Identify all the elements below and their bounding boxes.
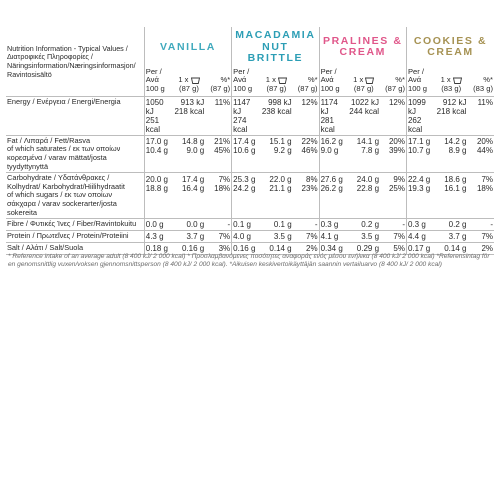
value-per-portion: 0.14 g bbox=[260, 243, 293, 255]
value-percent-ri: 11% bbox=[205, 96, 231, 135]
nutrient-row-fat bbox=[6, 135, 494, 172]
value-per-portion: 3.5 g bbox=[348, 231, 381, 243]
value-percent-ri: 22% 46% bbox=[293, 135, 319, 172]
nutrition-table bbox=[6, 27, 494, 255]
value-percent-ri: 7% bbox=[293, 231, 319, 243]
value-percent-ri: 12% bbox=[380, 96, 406, 135]
value-per-portion: 0.2 g bbox=[435, 219, 468, 231]
value-percent-ri: 20% 44% bbox=[467, 135, 494, 172]
value-per-portion: 0.1 g bbox=[260, 219, 293, 231]
value-percent-ri: 7% bbox=[205, 231, 231, 243]
nutrition-table-container bbox=[6, 27, 494, 255]
value-percent-ri: - bbox=[205, 219, 231, 231]
nutrient-row-fibre bbox=[6, 219, 494, 231]
value-per-portion: 0.14 g bbox=[435, 243, 468, 255]
percent-header: %* (87 g) bbox=[210, 75, 231, 94]
value-per-portion: 22.0 g 21.1 g bbox=[260, 173, 293, 219]
value-per-portion: 998 kJ 238 kcal bbox=[260, 96, 293, 135]
value-per-100g: 0.3 g bbox=[406, 219, 434, 231]
value-percent-ri: - bbox=[293, 219, 319, 231]
nutrient-label: Salt / Αλάτι / Salt/Suola bbox=[6, 243, 144, 255]
brand-cookies-cream: COOKIES & CREAM bbox=[406, 27, 494, 67]
portion-header: 1 x (87 g) bbox=[353, 75, 374, 94]
value-percent-ri: 7% bbox=[380, 231, 406, 243]
value-percent-ri: 12% bbox=[293, 96, 319, 135]
value-percent-ri: - bbox=[467, 219, 494, 231]
value-per-portion: 912 kJ 218 kcal bbox=[435, 96, 468, 135]
value-per-100g: 1050 kJ 251 kcal bbox=[144, 96, 172, 135]
value-per-100g: 17.0 g 10.4 g bbox=[144, 135, 172, 172]
value-percent-ri: 11% bbox=[467, 96, 494, 135]
percent-header: %* (83 g) bbox=[473, 75, 493, 94]
value-per-portion: 3.7 g bbox=[435, 231, 468, 243]
value-per-100g: 1147 kJ 274 kcal bbox=[232, 96, 260, 135]
value-per-100g: 17.4 g 10.6 g bbox=[232, 135, 260, 172]
nutrient-row-energy bbox=[6, 96, 494, 135]
value-per-100g: 0.34 g bbox=[319, 243, 347, 255]
per-100g-header: Per / Ανά 100 g bbox=[406, 67, 434, 97]
nutrient-rows bbox=[6, 96, 494, 254]
value-per-portion: 18.6 g 16.1 g bbox=[435, 173, 468, 219]
value-percent-ri: 7% bbox=[467, 231, 494, 243]
value-percent-ri: 3% bbox=[205, 243, 231, 255]
value-per-portion: 3.7 g bbox=[173, 231, 206, 243]
value-per-portion: 0.2 g bbox=[348, 219, 381, 231]
nutrient-row-carbohydrate bbox=[6, 173, 494, 219]
value-per-100g: 0.1 g bbox=[232, 219, 260, 231]
header-row bbox=[6, 27, 494, 67]
value-per-portion: 14.2 g 8.9 g bbox=[435, 135, 468, 172]
value-per-portion: 3.5 g bbox=[260, 231, 293, 243]
value-percent-ri: 2% bbox=[467, 243, 494, 255]
portion-header: 1 x (83 g) bbox=[440, 75, 462, 94]
per-100g-header: Per / Ανά 100 g bbox=[232, 67, 260, 97]
value-per-portion: 24.0 g 22.8 g bbox=[348, 173, 381, 219]
nutrient-label: Fibre / Φυτικές Ίνες / Fiber/Ravintokuitu bbox=[6, 219, 144, 231]
value-per-100g: 0.0 g bbox=[144, 219, 172, 231]
value-per-100g: 0.16 g bbox=[232, 243, 260, 255]
value-per-100g: 4.4 g bbox=[406, 231, 434, 243]
value-per-100g: 0.18 g bbox=[144, 243, 172, 255]
ice-cream-cup-icon bbox=[191, 77, 200, 84]
header-label: Nutrition Information - Typical Values / Διατροφικές Πληροφορίες / Näringsinformation/Næringsinformasjon/ Ravintosisältö bbox=[7, 43, 136, 79]
value-per-portion: 1022 kJ 244 kcal bbox=[348, 96, 381, 135]
value-per-100g: 4.1 g bbox=[319, 231, 347, 243]
nutrient-label: Fat / Λιπαρά / Fett/Rasva of which saturates / εκ των οποίων κορεσμένα / varav mättat/josta tyydyttynyttä bbox=[6, 135, 144, 172]
value-percent-ri: 20% 39% bbox=[380, 135, 406, 172]
value-per-100g: 27.6 g 26.2 g bbox=[319, 173, 347, 219]
value-percent-ri: 7% 18% bbox=[467, 173, 494, 219]
value-percent-ri: 21% 45% bbox=[205, 135, 231, 172]
percent-header: %* (87 g) bbox=[297, 75, 318, 94]
nutrient-row-protein bbox=[6, 231, 494, 243]
value-percent-ri: 5% bbox=[380, 243, 406, 255]
portion-header: 1 x (87 g) bbox=[265, 75, 287, 94]
value-per-100g: 16.2 g 9.0 g bbox=[319, 135, 347, 172]
value-per-portion: 0.29 g bbox=[348, 243, 381, 255]
value-per-portion: 14.1 g 7.8 g bbox=[348, 135, 381, 172]
value-percent-ri: 9% 25% bbox=[380, 173, 406, 219]
value-per-100g: 0.17 g bbox=[406, 243, 434, 255]
value-per-portion: 14.8 g 9.0 g bbox=[173, 135, 206, 172]
value-percent-ri: 2% bbox=[293, 243, 319, 255]
footnote: * Reference intake of an average adult (8 400 kJ/ 2 000 kcal) * Προσλαμβανόμενες ποσότητες αναφοράς ενός μέσου ενήλικα (8 400 kJ/ 2 000 kcal) *Referensintag för en genomsnittlig vuxen/voksen gjennomsnittsperson (8 400 kJ/ 2 000 kcal). *Aikuisen keskivertoikäyttäjän saannin vertailuarvo (8 400 kJ/ 2 000 kcal) bbox=[8, 253, 490, 268]
brand-vanilla: VANILLA bbox=[144, 27, 231, 67]
nutrient-label: Carbohydrate / Υδατάνθρακες / Kolhydrat/ Karbohydrat/Hiilihydraatit of which sugars / εκ των οποίων σάκχαρα / varav sockerarter/josta sokereita bbox=[6, 173, 144, 219]
nutrient-label: Energy / Ενέργεια / Energi/Energia bbox=[6, 96, 144, 135]
value-percent-ri: - bbox=[380, 219, 406, 231]
value-per-100g: 25.3 g 24.2 g bbox=[232, 173, 260, 219]
value-percent-ri: 8% 23% bbox=[293, 173, 319, 219]
value-percent-ri: 7% 18% bbox=[205, 173, 231, 219]
value-per-100g: 4.0 g bbox=[232, 231, 260, 243]
per-100g-header: Per / Ανά 100 g bbox=[319, 67, 347, 97]
value-per-portion: 913 kJ 218 kcal bbox=[173, 96, 206, 135]
value-per-portion: 15.1 g 9.2 g bbox=[260, 135, 293, 172]
value-per-100g: 22.4 g 19.3 g bbox=[406, 173, 434, 219]
value-per-100g: 17.1 g 10.7 g bbox=[406, 135, 434, 172]
value-per-100g: 1099 kJ 262 kcal bbox=[406, 96, 434, 135]
value-per-100g: 4.3 g bbox=[144, 231, 172, 243]
value-per-100g: 0.3 g bbox=[319, 219, 347, 231]
value-per-100g: 20.0 g 18.8 g bbox=[144, 173, 172, 219]
brand-macadamia-nut-brittle: MACADAMIA NUT BRITTLE bbox=[232, 27, 319, 67]
value-per-portion: 17.4 g 16.4 g bbox=[173, 173, 206, 219]
value-per-portion: 0.0 g bbox=[173, 219, 206, 231]
nutrient-label: Protein / Πρωτεΐνες / Protein/Proteiini bbox=[6, 231, 144, 243]
value-per-100g: 1174 kJ 281 kcal bbox=[319, 96, 347, 135]
brand-pralines-cream: PRALINES & CREAM bbox=[319, 27, 406, 67]
ice-cream-cup-icon bbox=[365, 77, 374, 84]
percent-header: %* (87 g) bbox=[385, 75, 405, 94]
per-100g-header: Per / Ανά 100 g bbox=[144, 67, 172, 97]
ice-cream-cup-icon bbox=[278, 77, 287, 84]
portion-header: 1 x (87 g) bbox=[178, 75, 199, 94]
ice-cream-cup-icon bbox=[453, 77, 462, 84]
value-per-portion: 0.16 g bbox=[173, 243, 206, 255]
